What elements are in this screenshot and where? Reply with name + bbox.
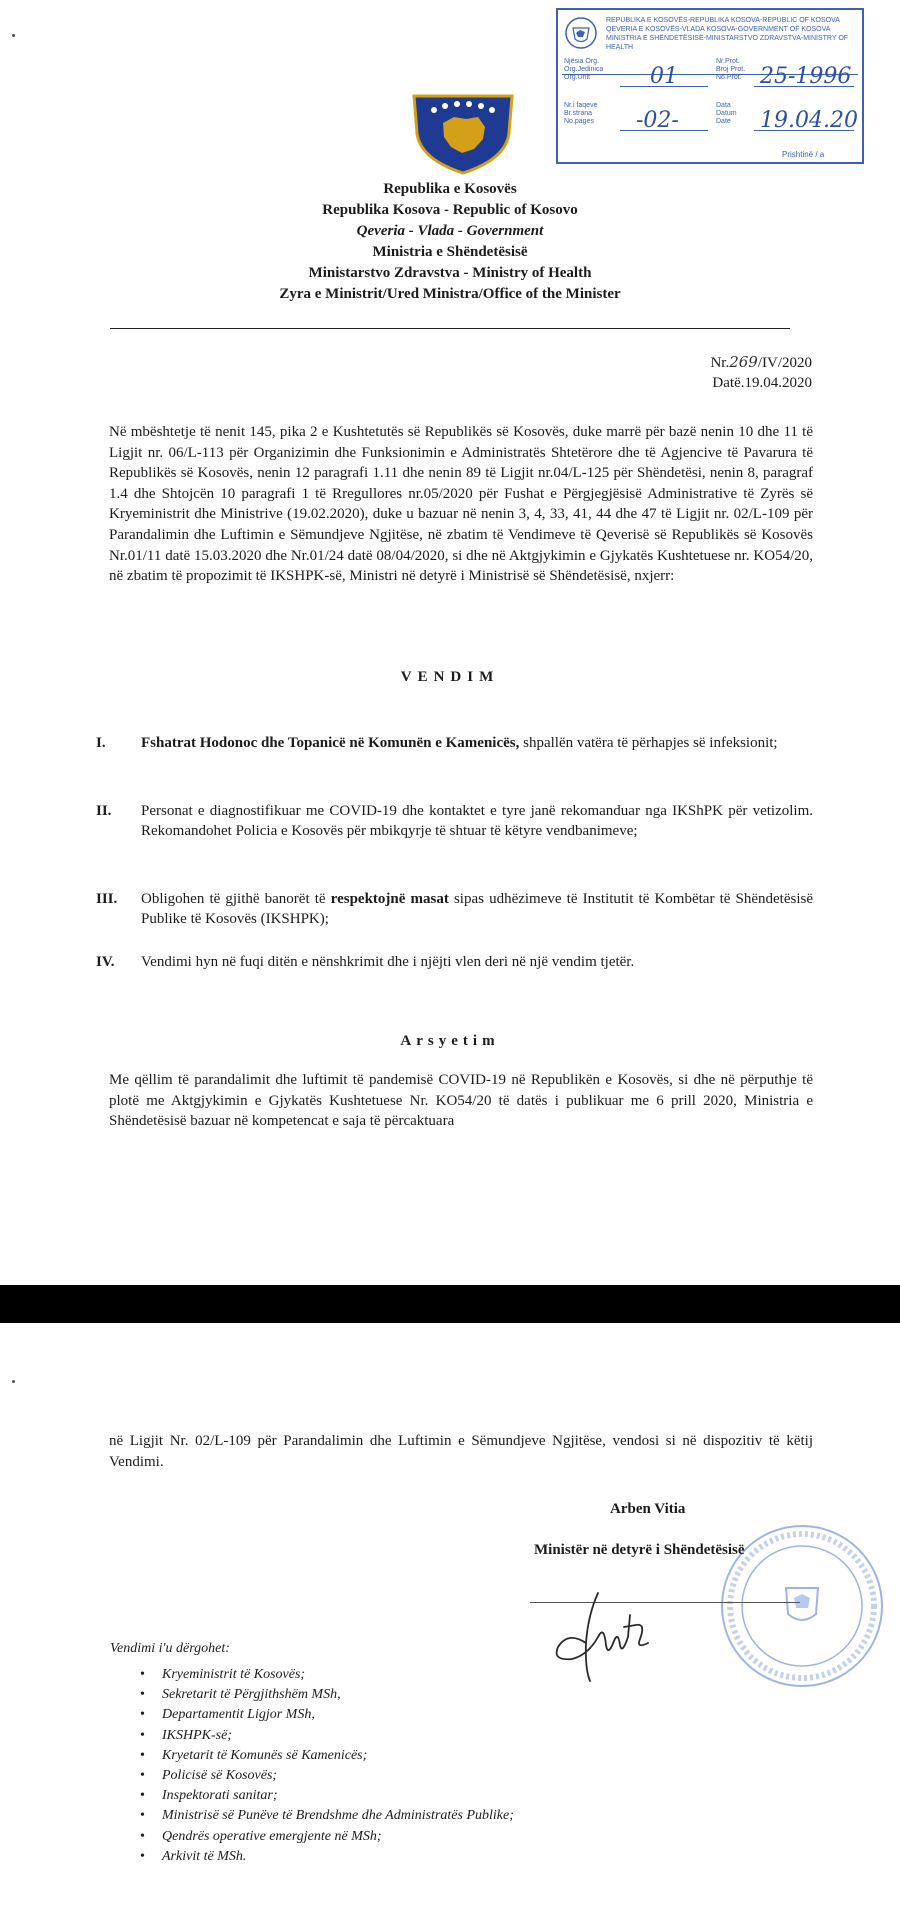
- stamp-protocol-value: 25-1996: [760, 64, 852, 89]
- preamble-paragraph: Në mbështetje të nenit 145, pika 2 e Kushtetutës së Republikës së Kosovës, duke marrë për bazë nenin 10 dhe 11 të Ligjit nr. 06/L-113 për Organizimin dhe Funksionimin e Administratës Shtetërore dhe të Agjencive të Pavarura të Republikës së Kosovës, nenin 12 paragrafi 1.11 dhe nenin 89 të Ligjit nr.04/L-125 për Shëndetësi, nenin 8, paragraf 1.4 dhe Shtojcën 10 paragrafi 1 të Rregullores nr.05/2020 për Fushat e Përgjegjësisë Administrative të Zyrës së Kryeministrit dhe Ministrive (19.02.2020), duke u bazuar në nenin 3, 4, 33, 41, 44 dhe 47 të Ligjit nr. 02/L-109 për Parandalimin dhe Luftimin e Sëmundjeve Ngjitëse, në zbatim të Vendimeve të Qeverisë së Republikës së Kosovës Nr.01/11 datë 15.03.2020 dhe Nr.01/24 datë 08/04/2020, si dhe në Aktgjykimin e Gjykatës Kushtetuese nr. KO54/20, në zbatim të propozimit të IKSHPK-së, Ministri në detyrë i Ministrisë së Shëndetësisë, nxjerr:: [109, 424, 813, 585]
- distribution-recipient: • Policisë së Kosovës;: [140, 1766, 514, 1786]
- item-bold-text: respektojnë masat: [330, 891, 449, 907]
- header-line-office: Zyra e Ministrit/Ured Ministra/Office of the Minister: [279, 286, 621, 302]
- distribution-recipient: • IKSHPK-së;: [140, 1726, 514, 1746]
- stamp-logo-icon: [564, 16, 598, 50]
- item-number: III.: [96, 891, 118, 907]
- reference-number-suffix: /IV/2020: [757, 355, 812, 371]
- stamp-org-unit-label: Njësia Org. Org.Jedinica Org.Unit: [564, 58, 604, 81]
- reference-number-prefix: Nr.: [710, 355, 730, 371]
- item-text: [141, 733, 813, 753]
- stamp-org-unit-value: 01: [650, 64, 678, 89]
- stamp-protocol-label: Nr.Prot. Broj Prot. No.Prot.: [716, 58, 746, 81]
- scan-speck: [12, 34, 15, 37]
- signatory-title: Ministër në detyrë i Shëndetësisë: [534, 1542, 745, 1558]
- item-body-text: shpallën vatëra të përhapjes së infeksionit;: [519, 735, 778, 751]
- decision-item: [96, 733, 813, 753]
- header-line-republic: Republika e Kosovës: [383, 181, 517, 197]
- registration-stamp: [556, 8, 864, 164]
- header-line-ministry-translations: Ministarstvo Zdravstva - Ministry of Health: [308, 265, 592, 281]
- distribution-recipient: • Arkivit të MSh.: [140, 1847, 514, 1867]
- page-divider: [0, 1285, 900, 1323]
- decision-item: [96, 801, 813, 841]
- stamp-header-line: QEVERIA E KOSOVËS-VLADA KOSOVA-GOVERNMENT OF KOSOVA: [606, 26, 831, 33]
- distribution-heading: Vendimi i'u dërgohet:: [110, 1641, 230, 1656]
- item-body-text: sipas udhëzimeve të Institutit të Kombëtar të Shëndetësisë Publike të Kosovës (IKSHPK);: [141, 891, 813, 927]
- header-line-ministry: Ministria e Shëndetësisë: [372, 244, 528, 260]
- header-line-republic-translations: Republika Kosova - Republic of Kosovo: [322, 202, 578, 218]
- distribution-recipient: • Qendrës operative emergjente në MSh;: [140, 1827, 514, 1847]
- reasoning-title: Arsyetim: [400, 1033, 500, 1049]
- distribution-list: [140, 1665, 514, 1867]
- letterhead: [0, 179, 900, 305]
- stamp-header: [606, 16, 856, 52]
- document-reference: [710, 352, 812, 393]
- reference-number: [710, 352, 812, 373]
- reasoning-paragraph: Me qëllim të parandalimit dhe luftimit të pandemisë COVID-19 në Republikën e Kosovës, si dhe në përputhje të plotë me Aktgjykimin e Gjykatës Kushtetuese Nr. KO54/20 të datës i publikuar me 6 prill 2020, Ministria e Shëndetësisë bazuar në kompetencat e saja të përcaktuara: [109, 1072, 813, 1130]
- reasoning-paragraph-continued: në Ligjit Nr. 02/L-109 për Parandalimin dhe Luftimin e Sëmundjeve Ngjitëse, vendosi si në dispozitiv të këtij Vendimi.: [109, 1433, 813, 1470]
- distribution-recipient: • Sekretarit të Përgjithshëm MSh,: [140, 1685, 514, 1705]
- handwritten-signature-icon: [528, 1585, 718, 1685]
- kosovo-coat-of-arms-icon: [410, 93, 516, 175]
- signatory-name: Arben Vitia: [610, 1501, 686, 1517]
- decision-item: [96, 952, 813, 972]
- item-number: IV.: [96, 954, 115, 970]
- scan-speck: [12, 1380, 15, 1383]
- item-number: I.: [96, 735, 106, 751]
- stamp-date-value: 19.04.20: [760, 108, 858, 133]
- distribution-recipient: • Kryeministrit të Kosovës;: [140, 1665, 514, 1685]
- item-text: [141, 889, 813, 929]
- distribution-recipient: • Ministrisë së Punëve të Brendshme dhe Administratës Publike;: [140, 1806, 514, 1826]
- distribution-recipient: • Departamentit Ligjor MSh,: [140, 1705, 514, 1725]
- stamp-pages-value: -02-: [636, 108, 679, 133]
- stamp-header-line: MINISTRIA E SHËNDETËSISË-MINISTARSTVO ZDRAVSTVA-MINISTRY OF HEALTH: [606, 35, 849, 51]
- reference-date: Datë.19.04.2020: [712, 375, 812, 391]
- stamp-pages-label: Nr.i faqeve Br.strana No.pages: [564, 102, 598, 125]
- item-bold-text: Fshatrat Hodonoc dhe Topanicë në Komunën e Kamenicës,: [141, 735, 520, 751]
- stamp-date-label: Data Datum Date: [716, 102, 737, 125]
- distribution-recipient: • Inspektorati sanitar;: [140, 1786, 514, 1806]
- item-number: II.: [96, 803, 112, 819]
- header-divider: [110, 328, 790, 329]
- item-text: Personat e diagnostifikuar me COVID-19 dhe kontaktet e tyre janë rekomanduar nga IKShPK për vetizolim. Rekomandohet Policia e Kosovës për mbikqyrje të shtuar të këtyre vendbanimeve;: [141, 803, 813, 839]
- item-text: Vendimi hyn në fuqi ditën e nënshkrimit dhe i njëjti vlen deri në një vendim tjetër.: [141, 954, 635, 970]
- distribution-recipient: • Kryetarit të Komunës së Kamenicës;: [140, 1746, 514, 1766]
- reference-number-handwritten: 269: [729, 353, 758, 371]
- stamp-city: Prishtinë / a: [782, 150, 825, 159]
- decision-item: [96, 889, 813, 929]
- header-line-government: Qeveria - Vlada - Government: [356, 223, 544, 239]
- decision-title: VENDIM: [400, 669, 500, 685]
- item-lead-text: Obligohen të gjithë banorët të: [141, 891, 331, 907]
- stamp-header-line: REPUBLIKA E KOSOVËS-REPUBLIKA KOSOVA-REPUBLIC OF KOSOVA: [606, 17, 840, 24]
